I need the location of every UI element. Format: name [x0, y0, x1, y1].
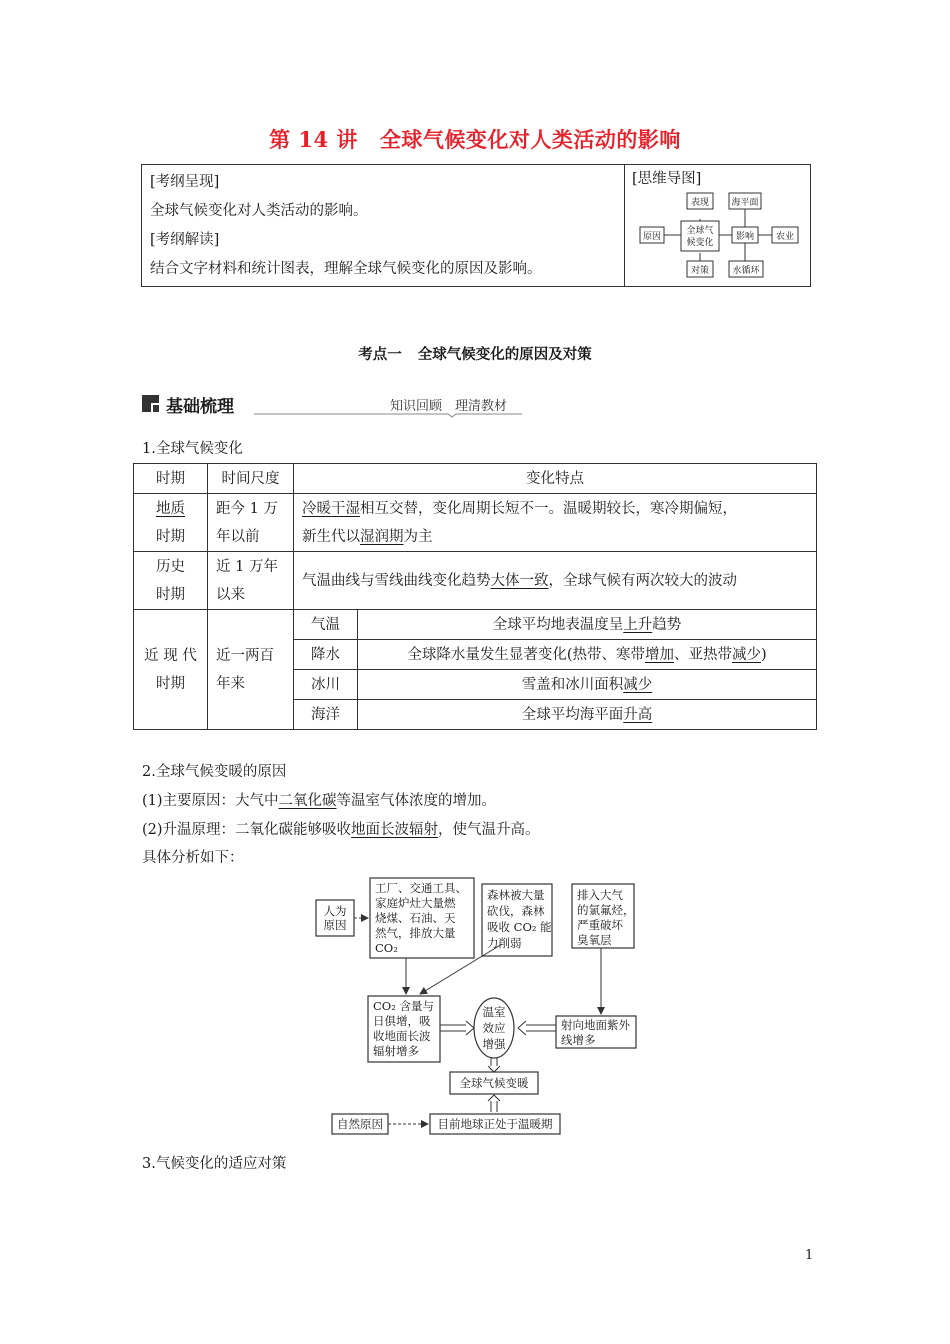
feature-geologic-t3: 新生代以: [302, 528, 360, 545]
page-title: [0, 124, 950, 154]
section2-line1: [142, 789, 496, 810]
feature-geologic-u1: 冷暖干湿: [302, 500, 360, 517]
period-historic-1: 历史: [156, 558, 185, 575]
section3-heading: 3.气候变化的适应对策: [142, 1156, 287, 1172]
period-historic-2: 时期: [156, 586, 185, 603]
feature-geologic-u4: 湿润期: [360, 528, 404, 545]
kaodian-title: 全球气候变化的原因及对策: [417, 346, 592, 363]
fc-natural: 自然原因: [337, 1117, 383, 1131]
fc-factory-5: CO₂: [375, 941, 398, 955]
mm-haipingmian: 海平面: [731, 198, 759, 208]
cell-item-glacier: 冰川: [294, 670, 358, 700]
th-feature: 变化特点: [294, 464, 817, 494]
s2-l2a: (2)升温原理：二氧化碳能够吸收: [142, 822, 352, 838]
fc-factory-1: 工厂、交通工具、: [375, 881, 467, 895]
fc-forest-4: 力削弱: [487, 936, 522, 950]
period-geologic-1: 地质: [156, 500, 185, 517]
section2-line2: [142, 818, 540, 839]
s2-l2b: 地面长波辐射: [351, 822, 439, 838]
banner-title: 基础梳理: [166, 397, 234, 417]
fc-co2-2: 日俱增，吸: [373, 1014, 431, 1028]
mm-center-2: 候变化: [686, 238, 714, 248]
cell-item-ocean: 海洋: [294, 700, 358, 730]
cell-ocean-feature: [358, 700, 817, 730]
cell-item-temperature: 气温: [294, 610, 358, 640]
kgjd-label: [考纲解读]: [150, 232, 220, 248]
section2-line3: 具体分析如下：: [142, 850, 244, 866]
banner-rule: [142, 392, 522, 418]
fc-forest-2: 砍伐，森林: [487, 904, 545, 918]
lecture-topic: 全球气候变化对人类活动的影响: [379, 127, 681, 152]
feature-geologic-t5: 为主: [403, 528, 433, 545]
mm-center-1: 全球气: [686, 226, 714, 236]
fc-greenhouse-1: 温室: [482, 1005, 506, 1019]
period-modern-1: 近 现 代: [144, 647, 197, 664]
mm-biaoxian: 表现: [690, 198, 710, 208]
period-geologic-2: 时期: [156, 528, 185, 545]
table-header-row: [134, 464, 817, 494]
scale-historic-1: 近 1 万年: [216, 558, 278, 575]
mm-nongye: 农业: [775, 232, 795, 242]
scale-modern-1: 近一两百: [216, 647, 274, 664]
mm-duice: 对策: [690, 266, 710, 276]
scale-geologic-2: 年以前: [216, 528, 260, 545]
table-row: [134, 494, 817, 552]
kgjd-text: 结合文字材料和统计图表，理解全球气候变化的原因及影响。: [150, 261, 542, 277]
table-row: [134, 552, 817, 610]
fc-factory-2: 家庭炉灶大量燃: [375, 896, 456, 910]
fc-uv-2: 线增多: [561, 1033, 596, 1047]
header-box: [141, 164, 811, 287]
greenhouse-flowchart: [310, 876, 650, 1141]
kaodian-heading: [0, 343, 950, 364]
fc-cfc-4: 臭氧层: [577, 933, 612, 947]
fc-human-1: 人为: [323, 904, 347, 918]
mm-yuanyin: 原因: [642, 232, 662, 242]
scale-geologic-1: 距今 1 万: [216, 500, 278, 517]
fc-cfc-1: 排入大气: [577, 888, 623, 902]
table-row: [134, 610, 817, 640]
kgcx-text: 全球气候变化对人类活动的影响。: [150, 203, 368, 219]
scale-historic-2: 以来: [216, 586, 245, 603]
s2-l1a: (1)主要原因：大气中: [142, 793, 279, 809]
cell-scale-historic: [208, 552, 294, 610]
glacier-a: 雪盖和冰川面积: [521, 676, 624, 693]
banner-subtitle: 知识回顾 理清教材: [390, 399, 508, 414]
fc-forest-3: 吸收 CO₂ 能: [487, 920, 552, 934]
precip-a: 全球降水量发生显著变化(热带、寒带: [407, 646, 645, 663]
fc-greenhouse-3: 增强: [482, 1037, 506, 1051]
mm-yingxiang: 影响: [735, 232, 755, 242]
fc-greenhouse-2: 效应: [482, 1021, 506, 1035]
syllabus-panel: [142, 165, 625, 286]
temp-a: 全球平均地表温度呈: [492, 616, 624, 633]
cell-item-precipitation: 降水: [294, 640, 358, 670]
precip-e: ): [760, 646, 767, 663]
feature-historic-t3: ，全球气候有两次较大的波动: [548, 572, 737, 589]
feature-geologic-t2: 相互交替，变化周期长短不一。温暖期较长，寒冷期偏短，: [360, 500, 737, 517]
lecture-number: 第 14 讲: [269, 127, 358, 152]
section1-heading: 1.全球气候变化: [142, 441, 243, 457]
temp-c: 趋势: [652, 616, 682, 633]
cell-scale-modern: [208, 610, 294, 730]
ocean-b: 升高: [623, 706, 653, 723]
cell-feature-geologic: [294, 494, 817, 552]
section-banner: [142, 392, 522, 418]
feature-historic-t1: 气温曲线与雪线曲线变化趋势: [302, 572, 491, 589]
cell-glacier-feature: [358, 670, 817, 700]
fc-warmperiod: 目前地球正处于温暖期: [437, 1117, 553, 1131]
fc-co2-3: 收地面长波: [373, 1029, 431, 1043]
glacier-b: 减少: [623, 676, 653, 693]
fc-human-2: 原因: [323, 918, 347, 932]
precip-b: 增加: [644, 646, 674, 663]
fc-uv-1: 射向地面紫外: [561, 1018, 630, 1032]
cell-period-geologic: [134, 494, 208, 552]
fc-cfc-3: 严重破坏: [577, 918, 623, 932]
mindmap-diagram: [630, 185, 810, 285]
ocean-a: 全球平均海平面: [521, 706, 624, 723]
fc-factory-3: 烧煤、石油、天: [375, 911, 456, 925]
section2-heading: 2.全球气候变暖的原因: [142, 764, 287, 780]
kaodian-number: 考点一: [358, 346, 402, 363]
fc-co2-4: 辐射增多: [373, 1044, 419, 1058]
th-scale: 时间尺度: [208, 464, 294, 494]
climate-change-table: [133, 463, 817, 730]
th-period: 时期: [134, 464, 208, 494]
fc-factory-4: 然气，排放大量: [375, 926, 456, 940]
cell-feature-historic: [294, 552, 817, 610]
kgcx-label: [考纲呈现]: [150, 174, 220, 190]
temp-b: 上升: [623, 616, 653, 633]
fc-cfc-2: 的氯氟烃，: [577, 903, 635, 917]
cell-period-historic: [134, 552, 208, 610]
cell-scale-geologic: [208, 494, 294, 552]
period-modern-2: 时期: [156, 675, 185, 692]
s2-l1c: 等温室气体浓度的增加。: [336, 793, 497, 809]
cell-temperature-feature: [358, 610, 817, 640]
precip-c: 、亚热带: [673, 646, 732, 663]
s2-l1b: 二氧化碳: [278, 793, 337, 809]
cell-precipitation-feature: [358, 640, 817, 670]
fc-forest-1: 森林被大量: [487, 888, 545, 902]
feature-historic-u2: 大体一致: [490, 572, 549, 589]
scale-modern-2: 年来: [216, 675, 245, 692]
cell-period-modern: [134, 610, 208, 730]
mindmap-label: [思维导图]: [632, 171, 702, 187]
page-number: 1: [805, 1248, 814, 1263]
precip-d: 减少: [731, 646, 761, 663]
fc-co2-1: CO₂ 含量与: [373, 999, 434, 1013]
s2-l2c: ，使气温升高。: [438, 822, 540, 838]
fc-warming: 全球气候变暖: [459, 1076, 529, 1090]
mm-shuixunhuan: 水循环: [732, 266, 760, 276]
